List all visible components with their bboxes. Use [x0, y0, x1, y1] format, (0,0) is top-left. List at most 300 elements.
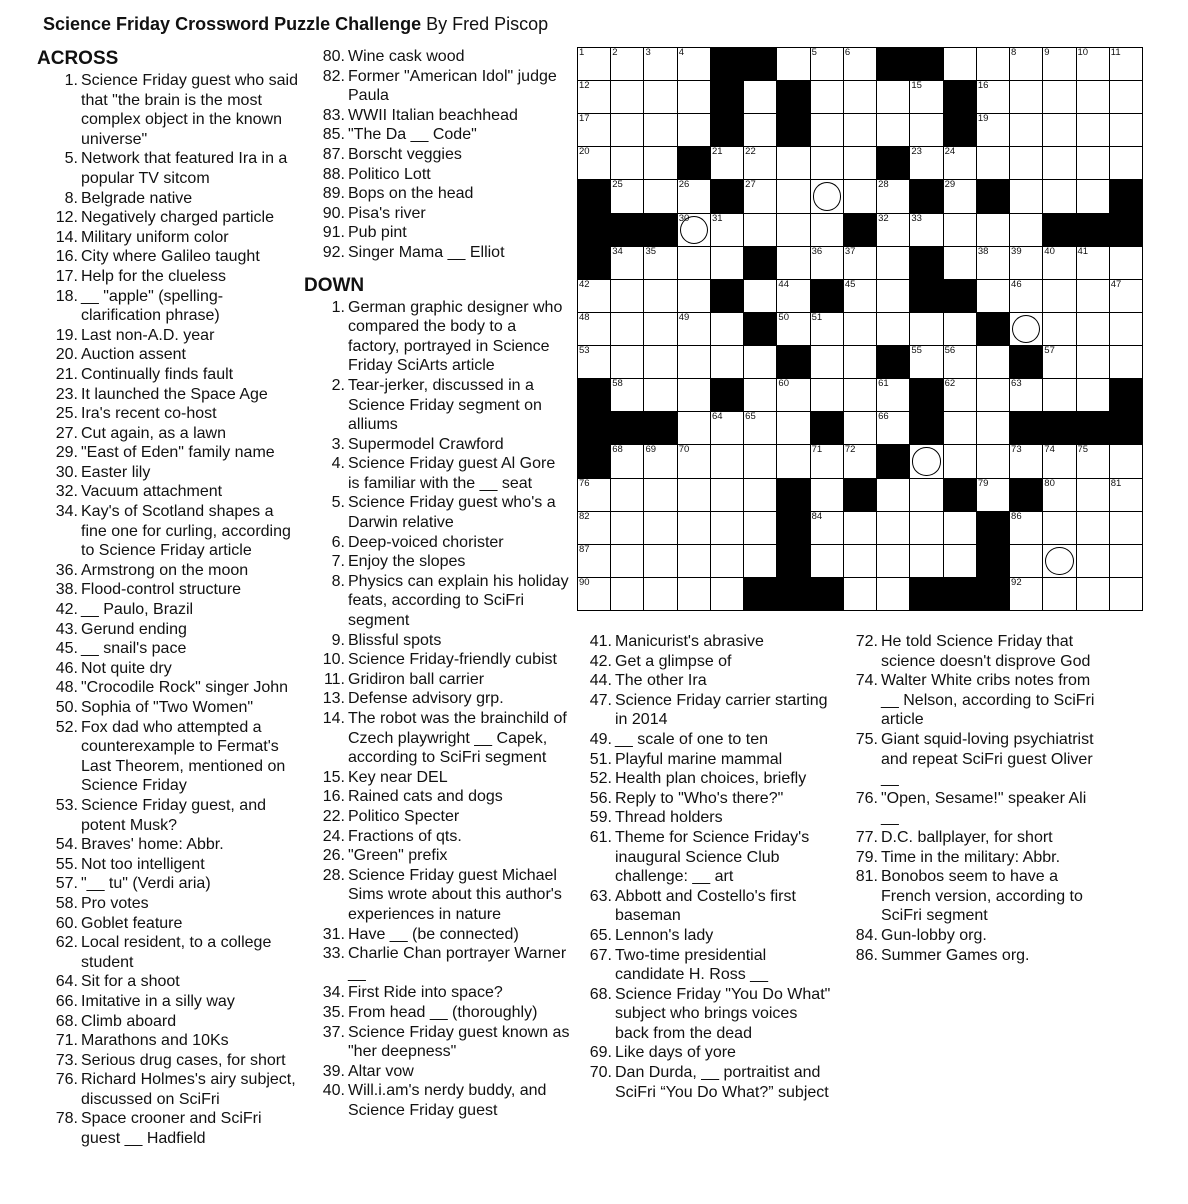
- grid-cell[interactable]: [1043, 346, 1075, 378]
- grid-cell[interactable]: [777, 214, 809, 246]
- grid-cell[interactable]: [1110, 445, 1142, 477]
- grid-cell[interactable]: [744, 512, 776, 544]
- cell-number: 81: [1110, 477, 1122, 489]
- grid-cell[interactable]: [877, 512, 909, 544]
- cell-number: 38: [977, 245, 989, 257]
- clue-text: Walter White cribs notes from __ Nelson, according to SciFri article: [881, 672, 1095, 729]
- grid-cell[interactable]: [1010, 512, 1042, 544]
- grid-cell[interactable]: [578, 479, 610, 511]
- grid-cell[interactable]: [578, 545, 610, 577]
- grid-cell[interactable]: [1010, 379, 1042, 411]
- grid-cell[interactable]: [611, 479, 643, 511]
- grid-cell[interactable]: [1010, 147, 1042, 179]
- clue-text: Negatively charged particle: [81, 209, 274, 227]
- clue-text: __ "apple" (spelling-clarification phrase): [81, 287, 224, 325]
- grid-cell[interactable]: [678, 180, 710, 212]
- grid-cell[interactable]: [644, 512, 676, 544]
- grid-cell[interactable]: [811, 379, 843, 411]
- down-clue: [843, 789, 1103, 828]
- black-square: [777, 114, 809, 146]
- grid-cell[interactable]: [644, 247, 676, 279]
- grid-cell[interactable]: [977, 445, 1009, 477]
- grid-cell[interactable]: [711, 578, 743, 610]
- grid-cell[interactable]: [977, 147, 1009, 179]
- grid-cell[interactable]: [678, 445, 710, 477]
- grid-cell[interactable]: [944, 247, 976, 279]
- grid-cell[interactable]: [777, 412, 809, 444]
- grid-cell[interactable]: [811, 147, 843, 179]
- grid-cell[interactable]: [1010, 81, 1042, 113]
- down-clue: [310, 709, 570, 768]
- grid-cell[interactable]: [1077, 48, 1109, 80]
- grid-cell[interactable]: [844, 379, 876, 411]
- grid-cell[interactable]: [1010, 180, 1042, 212]
- grid-cell[interactable]: [910, 81, 942, 113]
- grid-cell[interactable]: [844, 280, 876, 312]
- grid-cell[interactable]: [1110, 578, 1142, 610]
- down-clue: [843, 926, 1103, 946]
- grid-cell[interactable]: [611, 247, 643, 279]
- cell-number: 16: [977, 80, 989, 92]
- grid-cell[interactable]: [578, 512, 610, 544]
- black-square: [744, 247, 776, 279]
- grid-cell[interactable]: [910, 313, 942, 345]
- grid-cell[interactable]: [1110, 114, 1142, 146]
- grid-cell[interactable]: [1010, 313, 1042, 345]
- grid-cell[interactable]: [1010, 114, 1042, 146]
- down-clue: [843, 632, 1103, 671]
- clue-number: 47.: [589, 691, 612, 709]
- grid-cell[interactable]: [1043, 313, 1075, 345]
- clue-text: Science Friday guest Michael Sims wrote about this author's experiences in nature: [348, 866, 562, 923]
- grid-cell[interactable]: [1043, 545, 1075, 577]
- grid-cell[interactable]: [877, 379, 909, 411]
- grid-cell[interactable]: [1077, 479, 1109, 511]
- grid-cell[interactable]: [678, 280, 710, 312]
- cell-number: 76: [579, 477, 590, 489]
- grid-cell[interactable]: [578, 313, 610, 345]
- grid-cell[interactable]: [811, 48, 843, 80]
- grid-cell[interactable]: [910, 114, 942, 146]
- grid-cell[interactable]: [744, 114, 776, 146]
- grid-cell[interactable]: [977, 412, 1009, 444]
- grid-cell[interactable]: [811, 81, 843, 113]
- grid-cell[interactable]: [844, 545, 876, 577]
- grid-cell[interactable]: [611, 346, 643, 378]
- down-clue: [310, 454, 570, 493]
- grid-cell[interactable]: [1110, 313, 1142, 345]
- grid-cell[interactable]: [711, 214, 743, 246]
- grid-cell[interactable]: [1043, 247, 1075, 279]
- clue-text: __ scale of one to ten: [615, 730, 768, 748]
- grid-cell[interactable]: [977, 379, 1009, 411]
- grid-cell[interactable]: [711, 247, 743, 279]
- grid-cell[interactable]: [611, 147, 643, 179]
- clue-number: 91.: [322, 224, 345, 242]
- grid-cell[interactable]: [910, 545, 942, 577]
- clue-number: 25.: [55, 405, 78, 423]
- grid-cell[interactable]: [910, 346, 942, 378]
- cell-number: 57: [1044, 345, 1055, 357]
- clue-number: 5.: [64, 150, 78, 168]
- grid-cell[interactable]: [678, 379, 710, 411]
- grid-cell[interactable]: [1077, 81, 1109, 113]
- grid-cell[interactable]: [678, 479, 710, 511]
- grid-cell[interactable]: [1043, 81, 1075, 113]
- grid-cell[interactable]: [1110, 545, 1142, 577]
- grid-cell[interactable]: [944, 313, 976, 345]
- grid-cell[interactable]: [678, 247, 710, 279]
- clue-number: 46.: [55, 659, 78, 677]
- grid-cell[interactable]: [944, 445, 976, 477]
- grid-cell[interactable]: [578, 578, 610, 610]
- grid-cell[interactable]: [611, 313, 643, 345]
- clue-text: Science Friday guest who said that "the brain is the most complex object in the known universe": [81, 72, 298, 148]
- grid-cell[interactable]: [678, 578, 710, 610]
- grid-cell[interactable]: [877, 280, 909, 312]
- across-clue: [43, 620, 298, 640]
- grid-cell[interactable]: [744, 280, 776, 312]
- grid-cell[interactable]: [877, 313, 909, 345]
- grid-cell[interactable]: [844, 445, 876, 477]
- grid-cell[interactable]: [910, 214, 942, 246]
- grid-cell[interactable]: [944, 545, 976, 577]
- grid-cell[interactable]: [578, 280, 610, 312]
- grid-cell[interactable]: [977, 280, 1009, 312]
- grid-cell[interactable]: [1043, 379, 1075, 411]
- grid-cell[interactable]: [678, 512, 710, 544]
- grid-cell[interactable]: [844, 313, 876, 345]
- grid-cell[interactable]: [611, 379, 643, 411]
- across-clue: [43, 189, 298, 209]
- grid-cell[interactable]: [977, 247, 1009, 279]
- grid-cell[interactable]: [1110, 81, 1142, 113]
- grid-cell[interactable]: [811, 247, 843, 279]
- grid-cell[interactable]: [844, 48, 876, 80]
- grid-cell[interactable]: [910, 147, 942, 179]
- grid-cell[interactable]: [777, 48, 809, 80]
- grid-cell[interactable]: [644, 313, 676, 345]
- grid-cell[interactable]: [844, 247, 876, 279]
- grid-cell[interactable]: [644, 545, 676, 577]
- grid-cell[interactable]: [844, 147, 876, 179]
- grid-cell[interactable]: [944, 180, 976, 212]
- clue-number: 34.: [55, 503, 78, 521]
- clue-number: 57.: [55, 875, 78, 893]
- grid-cell[interactable]: [744, 445, 776, 477]
- grid-cell[interactable]: [811, 313, 843, 345]
- down-clue: [577, 926, 832, 946]
- grid-cell[interactable]: [944, 147, 976, 179]
- clue-text: Borscht veggies: [348, 145, 462, 163]
- grid-cell[interactable]: [611, 280, 643, 312]
- clue-number: 68.: [589, 985, 612, 1003]
- across-clue: [43, 561, 298, 581]
- grid-cell[interactable]: [744, 346, 776, 378]
- grid-cell[interactable]: [744, 214, 776, 246]
- grid-cell[interactable]: [777, 313, 809, 345]
- across-clue: [43, 326, 298, 346]
- grid-cell[interactable]: [644, 346, 676, 378]
- grid-cell[interactable]: [1043, 512, 1075, 544]
- across-clue: [43, 580, 298, 600]
- down-clue: [310, 552, 570, 572]
- grid-cell[interactable]: [578, 48, 610, 80]
- grid-cell[interactable]: [711, 479, 743, 511]
- grid-cell[interactable]: [711, 412, 743, 444]
- grid-cell[interactable]: [910, 445, 942, 477]
- grid-cell[interactable]: [678, 114, 710, 146]
- grid-cell[interactable]: [877, 412, 909, 444]
- clue-number: 62.: [55, 934, 78, 952]
- clue-text: Military uniform color: [81, 228, 229, 246]
- grid-cell[interactable]: [811, 180, 843, 212]
- clue-number: 40.: [322, 1082, 345, 1100]
- grid-cell[interactable]: [711, 313, 743, 345]
- grid-cell[interactable]: [1043, 180, 1075, 212]
- grid-cell[interactable]: [777, 379, 809, 411]
- grid-cell[interactable]: [944, 48, 976, 80]
- grid-cell[interactable]: [844, 412, 876, 444]
- grid-cell[interactable]: [644, 114, 676, 146]
- grid-cell[interactable]: [777, 280, 809, 312]
- grid-cell[interactable]: [844, 578, 876, 610]
- grid-cell[interactable]: [844, 81, 876, 113]
- grid-cell[interactable]: [678, 412, 710, 444]
- grid-cell[interactable]: [1043, 147, 1075, 179]
- grid-cell[interactable]: [977, 214, 1009, 246]
- clue-text: Auction assent: [81, 346, 186, 364]
- grid-cell[interactable]: [1010, 545, 1042, 577]
- grid-cell[interactable]: [1077, 147, 1109, 179]
- grid-cell[interactable]: [811, 545, 843, 577]
- grid-cell[interactable]: [1077, 379, 1109, 411]
- grid-cell[interactable]: [678, 313, 710, 345]
- grid-cell[interactable]: [944, 379, 976, 411]
- clue-text: Goblet feature: [81, 914, 183, 932]
- grid-cell[interactable]: [711, 147, 743, 179]
- black-square: [1043, 412, 1075, 444]
- grid-cell[interactable]: [1077, 114, 1109, 146]
- grid-cell[interactable]: [1077, 280, 1109, 312]
- grid-cell[interactable]: [744, 379, 776, 411]
- grid-cell[interactable]: [1110, 346, 1142, 378]
- grid-cell[interactable]: [1110, 479, 1142, 511]
- grid-cell[interactable]: [678, 545, 710, 577]
- grid-cell[interactable]: [844, 346, 876, 378]
- grid-cell[interactable]: [877, 180, 909, 212]
- grid-cell[interactable]: [1077, 578, 1109, 610]
- grid-cell[interactable]: [777, 147, 809, 179]
- grid-cell[interactable]: [1010, 445, 1042, 477]
- grid-cell[interactable]: [578, 81, 610, 113]
- down-clue: [843, 828, 1103, 848]
- grid-cell[interactable]: [611, 180, 643, 212]
- clue-text: Space crooner and SciFri guest __ Hadfield: [81, 1110, 262, 1148]
- cell-number: 27: [745, 179, 756, 191]
- grid-cell[interactable]: [644, 48, 676, 80]
- grid-cell[interactable]: [944, 346, 976, 378]
- grid-cell[interactable]: [678, 346, 710, 378]
- grid-cell[interactable]: [744, 412, 776, 444]
- grid-cell[interactable]: [711, 346, 743, 378]
- clue-text: Pub pint: [348, 224, 407, 242]
- grid-cell[interactable]: [578, 346, 610, 378]
- grid-cell[interactable]: [1043, 479, 1075, 511]
- clue-number: 38.: [55, 581, 78, 599]
- grid-cell[interactable]: [644, 81, 676, 113]
- clue-text: Key near DEL: [348, 768, 448, 786]
- grid-cell[interactable]: [1077, 445, 1109, 477]
- grid-cell[interactable]: [1043, 48, 1075, 80]
- grid-cell[interactable]: [711, 445, 743, 477]
- circle-marker: [912, 447, 940, 475]
- cell-number: 86: [1011, 510, 1022, 522]
- grid-cell[interactable]: [877, 214, 909, 246]
- grid-cell[interactable]: [1010, 48, 1042, 80]
- across-clue: [43, 267, 298, 287]
- grid-cell[interactable]: [1043, 445, 1075, 477]
- grid-cell[interactable]: [578, 147, 610, 179]
- grid-cell[interactable]: [611, 545, 643, 577]
- grid-cell[interactable]: [678, 48, 710, 80]
- cell-number: 84: [811, 510, 823, 522]
- grid-cell[interactable]: [877, 545, 909, 577]
- grid-cell[interactable]: [910, 479, 942, 511]
- cell-number: 32: [878, 212, 889, 224]
- clue-text: From head __ (thoroughly): [348, 1003, 538, 1021]
- grid-cell[interactable]: [644, 445, 676, 477]
- grid-cell[interactable]: [711, 512, 743, 544]
- grid-cell[interactable]: [977, 81, 1009, 113]
- grid-cell[interactable]: [944, 512, 976, 544]
- grid-cell[interactable]: [1110, 147, 1142, 179]
- grid-cell[interactable]: [844, 180, 876, 212]
- grid-cell[interactable]: [777, 180, 809, 212]
- clue-number: 8.: [331, 572, 345, 590]
- grid-cell[interactable]: [811, 346, 843, 378]
- grid-cell[interactable]: [811, 214, 843, 246]
- black-square: [811, 412, 843, 444]
- across-clue: [43, 992, 298, 1012]
- grid-cell[interactable]: [977, 479, 1009, 511]
- grid-cell[interactable]: [744, 81, 776, 113]
- grid-cell[interactable]: [744, 147, 776, 179]
- clue-text: Easter lily: [81, 463, 151, 481]
- grid-cell[interactable]: [1077, 512, 1109, 544]
- grid-cell[interactable]: [1077, 247, 1109, 279]
- grid-cell[interactable]: [777, 247, 809, 279]
- grid-cell[interactable]: [1077, 346, 1109, 378]
- grid-cell[interactable]: [877, 247, 909, 279]
- grid-cell[interactable]: [944, 214, 976, 246]
- grid-cell[interactable]: [711, 545, 743, 577]
- grid-cell[interactable]: [977, 114, 1009, 146]
- grid-cell[interactable]: [744, 545, 776, 577]
- grid-cell[interactable]: [1110, 280, 1142, 312]
- grid-cell[interactable]: [1077, 180, 1109, 212]
- grid-cell[interactable]: [1010, 247, 1042, 279]
- across-clue: [43, 874, 298, 894]
- grid-cell[interactable]: [1043, 280, 1075, 312]
- grid-cell[interactable]: [811, 512, 843, 544]
- grid-cell[interactable]: [944, 412, 976, 444]
- grid-cell[interactable]: [1077, 545, 1109, 577]
- grid-cell[interactable]: [644, 379, 676, 411]
- clue-number: 52.: [55, 718, 78, 736]
- grid-cell[interactable]: [877, 479, 909, 511]
- grid-cell[interactable]: [611, 48, 643, 80]
- cell-number: 35: [645, 245, 657, 257]
- black-square: [910, 379, 942, 411]
- grid-cell[interactable]: [877, 578, 909, 610]
- grid-cell[interactable]: [977, 346, 1009, 378]
- grid-cell[interactable]: [678, 81, 710, 113]
- across-clue: [43, 796, 298, 835]
- grid-cell[interactable]: [1010, 578, 1042, 610]
- grid-cell[interactable]: [611, 512, 643, 544]
- grid-cell[interactable]: [644, 578, 676, 610]
- grid-cell[interactable]: [877, 81, 909, 113]
- black-square: [1043, 214, 1075, 246]
- grid-cell[interactable]: [611, 578, 643, 610]
- grid-cell[interactable]: [1077, 313, 1109, 345]
- grid-cell[interactable]: [844, 114, 876, 146]
- grid-cell[interactable]: [811, 445, 843, 477]
- grid-cell[interactable]: [644, 479, 676, 511]
- grid-cell[interactable]: [1110, 512, 1142, 544]
- grid-cell[interactable]: [844, 512, 876, 544]
- grid-cell[interactable]: [910, 512, 942, 544]
- across-clue: [310, 223, 570, 243]
- down-clue: [310, 787, 570, 807]
- grid-cell[interactable]: [644, 147, 676, 179]
- grid-cell[interactable]: [811, 479, 843, 511]
- grid-cell[interactable]: [1043, 578, 1075, 610]
- clue-text: Blissful spots: [348, 631, 442, 649]
- grid-cell[interactable]: [1110, 48, 1142, 80]
- grid-cell[interactable]: [611, 445, 643, 477]
- grid-cell[interactable]: [644, 180, 676, 212]
- grid-cell[interactable]: [611, 114, 643, 146]
- grid-cell[interactable]: [744, 479, 776, 511]
- clue-text: Pro votes: [81, 894, 149, 912]
- down-clue: [310, 983, 570, 1003]
- across-clue: [310, 67, 570, 106]
- grid-cell[interactable]: [644, 280, 676, 312]
- cell-number: 33: [911, 212, 922, 224]
- clue-text: D.C. ballplayer, for short: [881, 828, 1053, 846]
- down-clue: [310, 944, 570, 983]
- grid-cell[interactable]: [977, 48, 1009, 80]
- grid-cell[interactable]: [1010, 280, 1042, 312]
- down-clue: [577, 1063, 832, 1102]
- grid-cell[interactable]: [777, 445, 809, 477]
- grid-cell[interactable]: [744, 180, 776, 212]
- clue-text: Belgrade native: [81, 189, 193, 207]
- grid-cell[interactable]: [1043, 114, 1075, 146]
- grid-cell[interactable]: [578, 114, 610, 146]
- across-clue: [43, 482, 298, 502]
- grid-cell[interactable]: [811, 114, 843, 146]
- grid-cell[interactable]: [611, 81, 643, 113]
- down-clue: [310, 298, 570, 376]
- grid-cell[interactable]: [1010, 214, 1042, 246]
- grid-cell[interactable]: [1110, 247, 1142, 279]
- grid-cell[interactable]: [678, 214, 710, 246]
- grid-cell[interactable]: [877, 114, 909, 146]
- down-clue: [310, 670, 570, 690]
